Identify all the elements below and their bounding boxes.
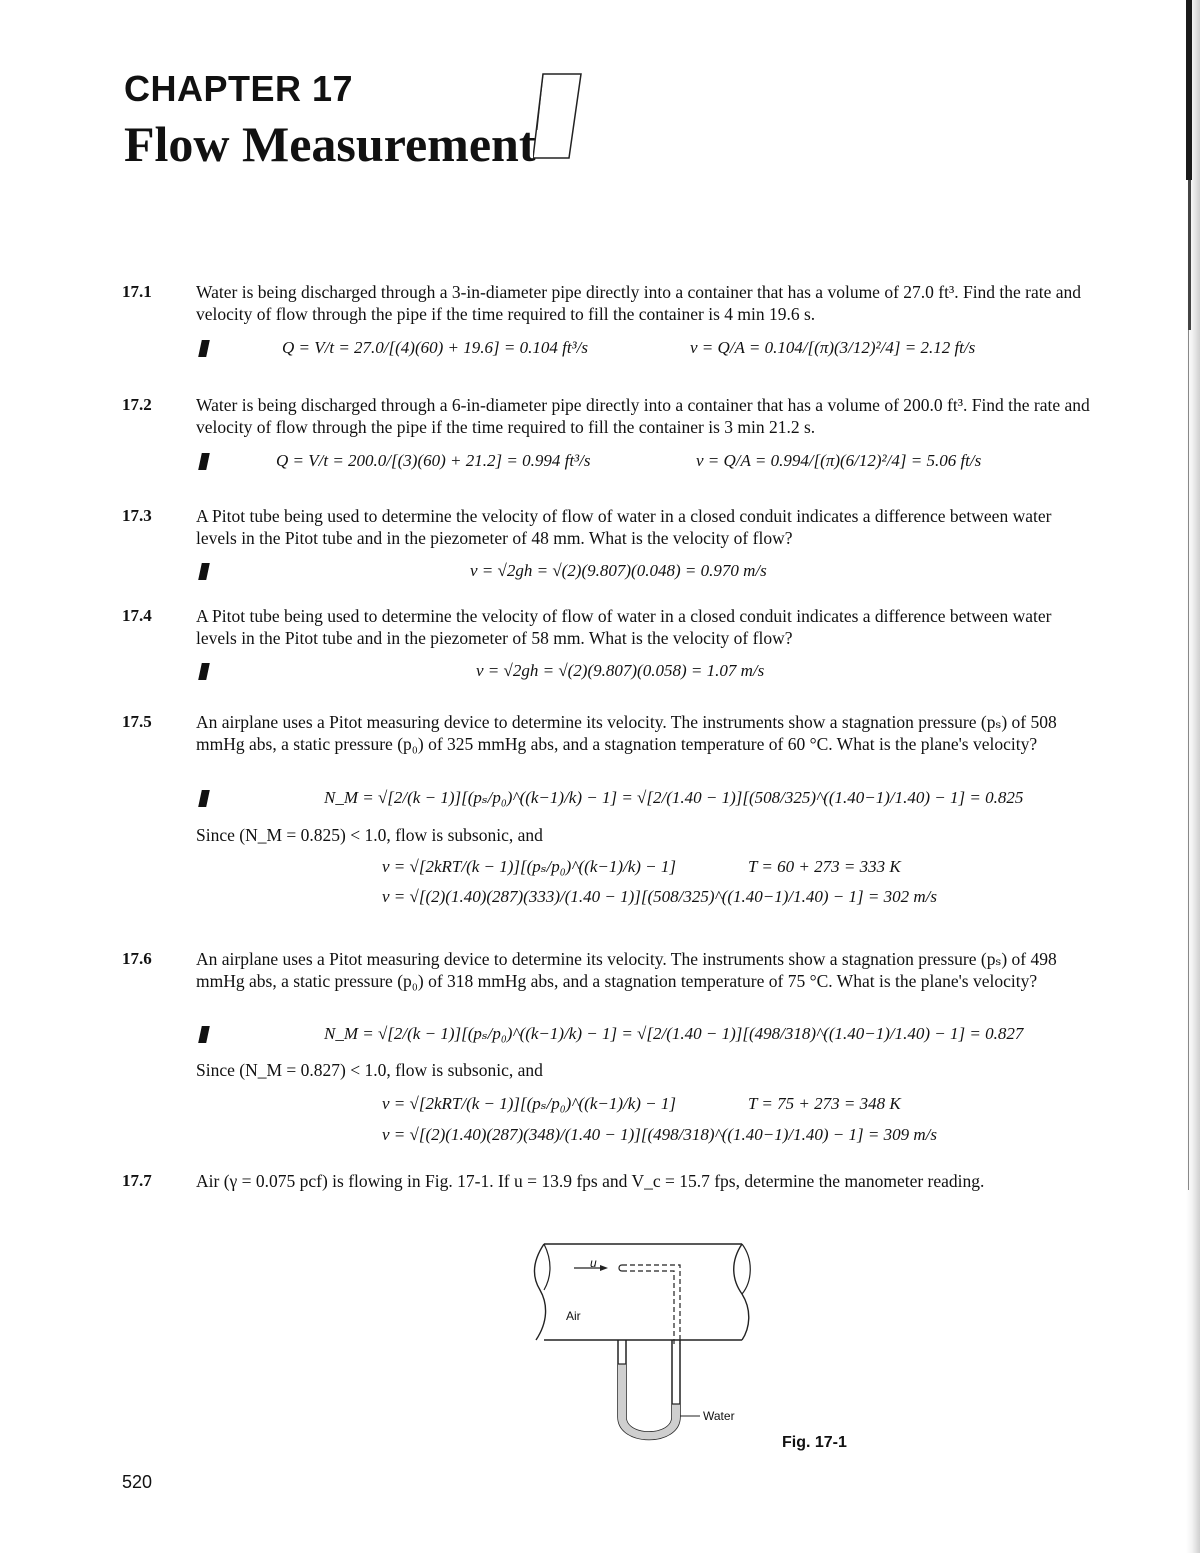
solution-marker xyxy=(198,1026,210,1043)
equation: v = √2gh = √(2)(9.807)(0.048) = 0.970 m/s xyxy=(470,561,767,580)
problem-number: 17.7 xyxy=(122,1171,152,1190)
page-edge-binding-lower xyxy=(1188,180,1191,330)
page-number: 520 xyxy=(122,1472,153,1492)
equation: v = √[(2)(1.40)(287)(348)/(1.40 − 1)][(498/318)^((1.40−1)/1.40) − 1] = 309 m/s xyxy=(382,1125,937,1144)
problem-number: 17.6 xyxy=(122,949,152,968)
problem-text: Water is being discharged through a 3-in-diameter pipe directly into a container that has a volume of 27.0 ft³. Find the rate and velocity of flow through the pipe if the time required to fill the container is 4 min 19.6 s. xyxy=(196,282,1082,324)
problem-text: Water is being discharged through a 6-in-diameter pipe directly into a container that has a volume of 200.0 ft³. Find the rate and velocity of flow through the pipe if the time required to fill the container is 3 min 21.2 s. xyxy=(196,395,1090,437)
problem-text: A Pitot tube being used to determine the velocity of flow of water in a closed conduit indicates a difference between water levels in the Pitot tube and in the piezometer of 48 mm. What is the velocity of flow? xyxy=(196,506,1052,548)
figure-label-u: u xyxy=(590,1256,597,1270)
solution-marker xyxy=(198,790,210,807)
solution-note: Since (N_M = 0.825) < 1.0, flow is subsonic, and xyxy=(196,825,543,845)
figure-caption: Fig. 17-1 xyxy=(782,1434,847,1451)
figure-label-air: Air xyxy=(566,1309,581,1323)
equation: v = √[(2)(1.40)(287)(333)/(1.40 − 1)][(508/325)^((1.40−1)/1.40) − 1] = 302 m/s xyxy=(382,887,937,906)
problem-text: An airplane uses a Pitot measuring device to determine its velocity. The instruments show a stagnation pressure (pₛ) of 508 mmHg abs, a static pressure (p₀) of 325 mmHg abs, and a stagnation temperature of 60 °C. What is the plane's velocity? xyxy=(196,712,1057,754)
solution-marker xyxy=(198,563,210,580)
solution-marker xyxy=(198,663,210,680)
figure-label-water: Water xyxy=(703,1409,735,1423)
solution-marker xyxy=(198,340,210,357)
problem-text: A Pitot tube being used to determine the velocity of flow of water in a closed conduit indicates a difference between water levels in the Pitot tube and in the piezometer of 58 mm. What is the velocity of flow? xyxy=(196,606,1052,648)
equation: T = 60 + 273 = 333 K xyxy=(748,857,901,876)
equation: Q = V/t = 27.0/[(4)(60) + 19.6] = 0.104 ft³/s xyxy=(282,338,588,357)
chapter-label: CHAPTER 17 xyxy=(124,68,354,109)
problem-number: 17.3 xyxy=(122,506,152,525)
equation: N_M = √[2/(k − 1)][(pₛ/p₀)^((k−1)/k) − 1] = √[2/(1.40 − 1)][(498/318)^((1.40−1)/1.40) − 1] = 0.827 xyxy=(324,1024,1024,1043)
problem-number: 17.4 xyxy=(122,606,152,625)
equation: N_M = √[2/(k − 1)][(pₛ/p₀)^((k−1)/k) − 1] = √[2/(1.40 − 1)][(508/325)^((1.40−1)/1.40) − 1] = 0.825 xyxy=(324,788,1024,807)
equation: T = 75 + 273 = 348 K xyxy=(748,1094,901,1113)
problem-text: Air (γ = 0.075 pcf) is flowing in Fig. 17-1. If u = 13.9 fps and V_c = 15.7 fps, determine the manometer reading. xyxy=(196,1171,985,1191)
problem-number: 17.5 xyxy=(122,712,152,731)
equation: Q = V/t = 200.0/[(3)(60) + 21.2] = 0.994 ft³/s xyxy=(276,451,591,470)
chapter-decor-box xyxy=(533,70,583,162)
equation: v = √[2kRT/(k − 1)][(pₛ/p₀)^((k−1)/k) − 1] xyxy=(382,857,677,876)
problem-number: 17.1 xyxy=(122,282,152,301)
page-edge-binding xyxy=(1186,0,1192,180)
chapter-title: Flow Measurement xyxy=(124,116,536,172)
equation: v = √2gh = √(2)(9.807)(0.058) = 1.07 m/s xyxy=(476,661,765,680)
problem-number: 17.2 xyxy=(122,395,152,414)
pitot-manometer-figure xyxy=(530,1232,760,1457)
equation: v = Q/A = 0.994/[(π)(6/12)²/4] = 5.06 ft/s xyxy=(696,451,982,470)
equation: v = Q/A = 0.104/[(π)(3/12)²/4] = 2.12 ft/s xyxy=(690,338,976,357)
problem-text: An airplane uses a Pitot measuring device to determine its velocity. The instruments show a stagnation pressure (pₛ) of 498 mmHg abs, a static pressure (p₀) of 318 mmHg abs, and a stagnation temperature of 75 °C. What is the plane's velocity? xyxy=(196,949,1057,991)
equation: v = √[2kRT/(k − 1)][(pₛ/p₀)^((k−1)/k) − 1] xyxy=(382,1094,677,1113)
solution-note: Since (N_M = 0.827) < 1.0, flow is subsonic, and xyxy=(196,1060,543,1080)
page-edge-line xyxy=(1188,330,1189,1190)
solution-marker xyxy=(198,453,210,470)
